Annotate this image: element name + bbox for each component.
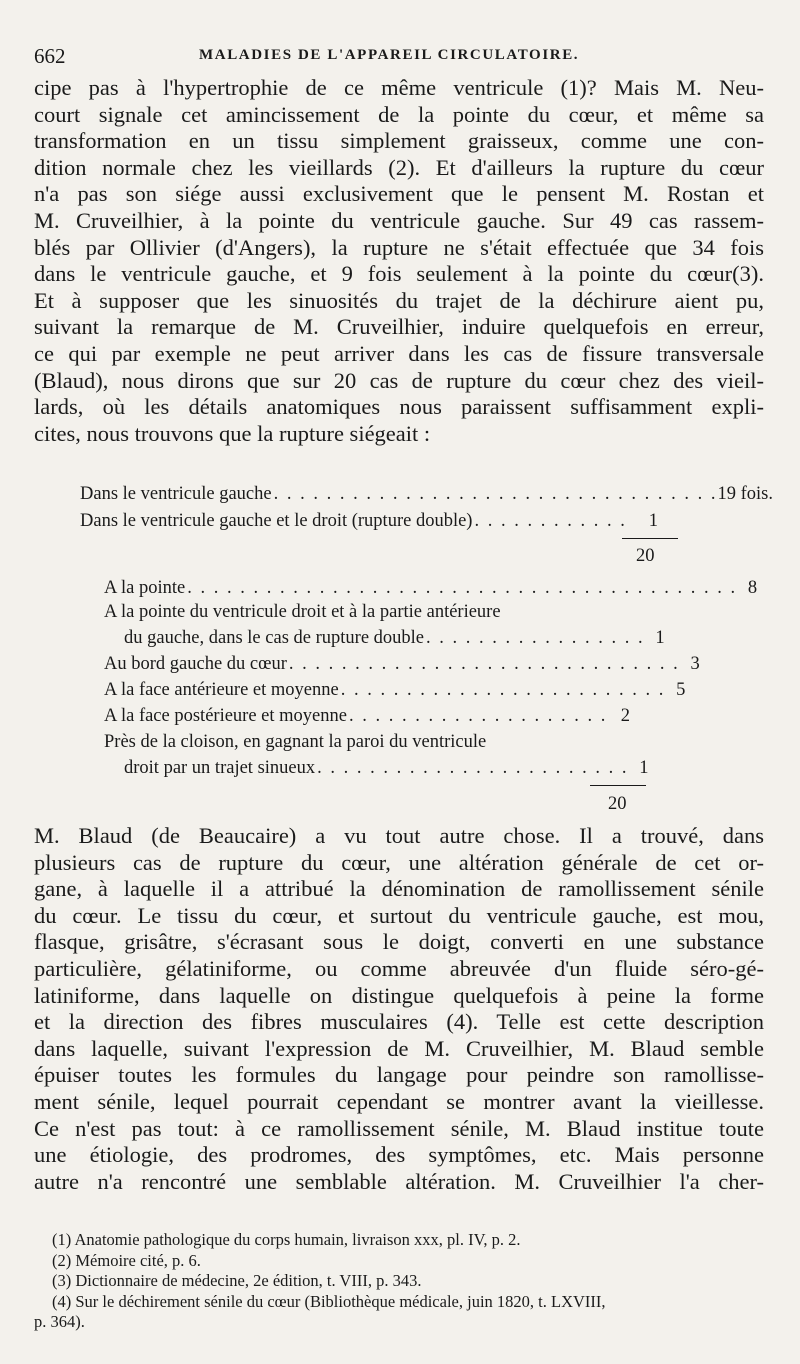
text-line: dans le ventricule gauche, et 9 fois seulement à la pointe du cœur(3).: [34, 261, 764, 287]
table2-row: [104, 654, 700, 675]
row-value: 5: [676, 680, 686, 700]
leader-dots: . . . . . . . . . . . . . . . . . . . . . . . . . . . . . . . . . . . . . . . . . .: [187, 578, 738, 598]
paragraph-2: [34, 823, 764, 1195]
row-label: Dans le ventricule gauche: [80, 484, 272, 504]
text-line: M. Blaud (de Beaucaire) a vu tout autre chose. Il a trouvé, dans: [34, 823, 764, 848]
page-header: [34, 44, 774, 66]
text-line: n'a pas son siége aussi exclusivement que le pensent M. Rostan et: [34, 181, 764, 207]
table2-total: 20: [608, 794, 627, 814]
table2-row: [104, 732, 630, 753]
row-label: Au bord gauche du cœur: [104, 654, 287, 674]
text-line: particulière, gélatiniforme, ou comme abreuvée d'un fluide séro-gé-: [34, 955, 764, 981]
table2-row-continuation: [124, 758, 649, 779]
row-label: droit par un trajet sinueux: [124, 758, 316, 778]
text-line: latiniforme, dans laquelle on distingue quelquefois à peine la forme: [34, 982, 764, 1008]
row-label: Dans le ventricule gauche et le droit (rupture double): [80, 511, 473, 531]
row-label: du gauche, dans le cas de rupture double: [124, 628, 425, 648]
leader-dots: . . . . . . . . . . . . . . . . . . . .: [348, 706, 608, 726]
table2-row: [104, 706, 630, 727]
text-line: lards, où les détails anatomiques nous paraissent suffisamment expli-: [34, 394, 764, 420]
text-line: M. Cruveilhier, à la pointe du ventricule gauche. Sur 49 cas rassem-: [34, 207, 764, 233]
text-line: suivant la remarque de M. Cruveilhier, induire quelquefois en erreur,: [34, 314, 764, 340]
text-line: court signale cet amincissement de la pointe du cœur, et même sa: [34, 101, 764, 127]
row-value: 1: [639, 758, 649, 778]
text-line: (Blaud), nous dirons que sur 20 cas de rupture du cœur chez des vieil-: [34, 367, 764, 393]
leader-dots: . . . . . . . . . . . .: [474, 511, 627, 531]
table1-row: [80, 511, 658, 532]
table2-row: [104, 578, 758, 599]
row-label: A la face postérieure et moyenne: [104, 706, 347, 726]
text-line: ce qui par exemple ne peut arriver dans les cas de fissure transversale: [34, 340, 764, 366]
text-line: transformation en un tissu simplement graisseux, comme une con-: [34, 128, 764, 154]
row-value: 3: [690, 654, 700, 674]
row-value: 2: [620, 706, 630, 726]
footnote-continuation: p. 364).: [34, 1312, 85, 1332]
row-value: 1: [655, 628, 665, 648]
paragraph-1: [34, 75, 764, 447]
row-value: 19 fois.: [717, 484, 773, 504]
table1-row: [80, 484, 773, 505]
text-line: ment sénile, lequel pourrait cependant se montrer avant la vieillesse.: [34, 1088, 764, 1114]
text-line: autre n'a rencontré une semblable altération. M. Cruveilhier l'a cher-: [34, 1168, 764, 1194]
footnote: (2) Mémoire cité, p. 6.: [52, 1250, 201, 1270]
text-line: cites, nous trouvons que la rupture siégeait :: [34, 420, 431, 446]
leader-dots: . . . . . . . . . . . . . . . . . . . . . . . . .: [340, 680, 666, 700]
text-line: Ce n'est pas tout: à ce ramollissement sénile, M. Blaud institue toute: [34, 1115, 764, 1141]
text-line: gane, à laquelle il a attribué la dénomination de ramollissement sénile: [34, 876, 764, 902]
row-label: A la pointe: [104, 578, 186, 598]
text-line: et la direction des fibres musculaires (4). Telle est cette description: [34, 1009, 764, 1035]
table2-row: [104, 602, 630, 623]
text-line: Et à supposer que les sinuosités du trajet de la déchirure aient pu,: [34, 287, 764, 313]
text-line: dition normale chez les vieillards (2). Et d'ailleurs la rupture du cœur: [34, 154, 764, 180]
footnote: (3) Dictionnaire de médecine, 2e édition, t. VIII, p. 343.: [52, 1271, 422, 1291]
leader-dots: . . . . . . . . . . . . . . . . . . . . . . . .: [317, 758, 629, 778]
sum-rule: [622, 538, 678, 539]
footnote: (4) Sur le déchirement sénile du cœur (Bibliothèque médicale, juin 1820, t. LXVIII,: [52, 1291, 606, 1311]
text-line: une étiologie, des prodromes, des symptômes, etc. Mais personne: [34, 1142, 764, 1168]
row-label: A la pointe du ventricule droit et à la partie antérieure: [104, 602, 501, 622]
text-line: cipe pas à l'hypertrophie de ce même ventricule (1)? Mais M. Neu-: [34, 75, 764, 100]
leader-dots: . . . . . . . . . . . . . . . . . . . . . . . . . . . . . .: [288, 654, 680, 674]
table2-row-continuation: [124, 628, 665, 649]
table1-total: 20: [636, 546, 655, 566]
text-line: dans laquelle, suivant l'expression de M. Cruveilhier, M. Blaud semble: [34, 1035, 764, 1061]
text-line: plusieurs cas de rupture du cœur, une altération générale de cet or-: [34, 849, 764, 875]
page-number: 662: [34, 44, 66, 68]
text-line: du cœur. Le tissu du cœur, et surtout du ventricule gauche, est mou,: [34, 902, 764, 928]
text-line: blés par Ollivier (d'Angers), la rupture ne s'était effectuée que 34 fois: [34, 234, 764, 260]
row-label: A la face antérieure et moyenne: [104, 680, 339, 700]
running-title: MALADIES DE L'APPAREIL CIRCULATOIRE.: [199, 47, 580, 63]
row-label: Près de la cloison, en gagnant la paroi du ventricule: [104, 732, 487, 752]
footnotes: [34, 1230, 772, 1333]
footnote: (1) Anatomie pathologique du corps humain, livraison xxx, pl. IV, p. 2.: [52, 1230, 521, 1249]
leader-dots: . . . . . . . . . . . . . . . . . . . . . . . . . . . . . . . . . .: [273, 484, 718, 504]
table2-row: [104, 680, 686, 701]
sum-rule: [590, 785, 646, 786]
leader-dots: . . . . . . . . . . . . . . . . .: [426, 628, 645, 648]
row-value: 1: [648, 511, 658, 531]
text-line: flasque, grisâtre, s'écrasant sous le doigt, converti en une substance: [34, 929, 764, 955]
text-line: épuiser toutes les formules du langage pour peindre son ramollisse-: [34, 1062, 764, 1088]
row-value: 8: [747, 578, 758, 598]
